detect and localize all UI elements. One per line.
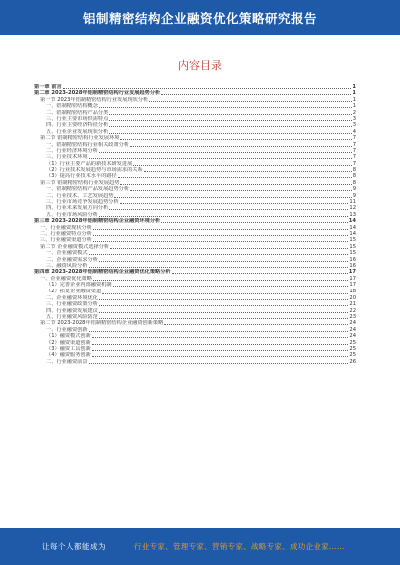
toc-entry-page: 25 bbox=[349, 352, 356, 359]
toc-entry-page: 7 bbox=[352, 154, 356, 161]
toc-entry-page: 14 bbox=[349, 224, 356, 231]
toc-entry-label: 一、铝制精密结构行业相关政策分析 bbox=[46, 141, 130, 148]
footer-slogan-right: 行业专家、管理专家、营销专家、战略专家、成功企业家…… bbox=[134, 542, 345, 551]
toc-entry-page: 4 bbox=[352, 128, 356, 135]
toc-entry-label: （4）融资服务创新 bbox=[46, 352, 91, 359]
toc-entry-label: 五、行业融资风险防范 bbox=[46, 314, 98, 321]
report-header-bar bbox=[0, 0, 400, 35]
toc-entry-label: 第二章 2023-2028年铝制精密结构行业发展趋势分析 bbox=[34, 90, 161, 97]
toc-entry-page: 24 bbox=[349, 333, 356, 340]
toc-entry-page: 8 bbox=[352, 167, 356, 174]
toc-dot-leader bbox=[99, 216, 349, 217]
toc-entry-page: 24 bbox=[349, 326, 356, 333]
toc-entry-page: 13 bbox=[349, 211, 356, 218]
toc-dot-leader bbox=[93, 280, 349, 281]
toc-entry-page: 15 bbox=[349, 237, 356, 244]
toc-entry-page: 1 bbox=[352, 90, 356, 97]
toc-entry-page: 3 bbox=[352, 115, 356, 122]
toc-entry-page: 9 bbox=[352, 192, 356, 199]
toc-entry-label: 二、企业融资环境优化 bbox=[46, 294, 98, 301]
toc-entry-page: 1 bbox=[352, 84, 356, 90]
toc-dot-leader bbox=[89, 158, 352, 159]
toc-entry-label: 第二节 企业融资模式选择分析 bbox=[40, 243, 110, 250]
toc-entry-label: 一、企业融资优化策略 bbox=[40, 275, 92, 282]
toc-entry-page: 26 bbox=[349, 358, 356, 365]
toc-dot-leader bbox=[92, 356, 349, 357]
toc-entry-label: 第四章 2023-2028年铝制精密结构企业融资优化策略分析 bbox=[34, 269, 171, 276]
toc-entry-label: 三、行业融资渠道分析 bbox=[40, 237, 92, 244]
toc-entry-label: 二、企业融资需求分析 bbox=[46, 256, 98, 263]
toc-dot-leader bbox=[109, 120, 351, 121]
toc-dot-leader bbox=[118, 177, 352, 178]
toc-entry-label: （1）行业主要产品的新技术研发进展 bbox=[46, 160, 133, 167]
toc-dot-leader bbox=[130, 146, 352, 147]
toc-entry-page: 8 bbox=[352, 179, 356, 186]
toc-entry-label: （2）行业技术发展趋势与市场需求的关系 bbox=[46, 167, 143, 174]
toc-dot-leader bbox=[99, 261, 349, 262]
toc-dot-leader bbox=[120, 203, 349, 204]
toc-dot-leader bbox=[133, 165, 351, 166]
toc-entry-page: 12 bbox=[349, 205, 356, 212]
toc-entry-label: 一、企业融资模式 bbox=[46, 250, 88, 257]
toc-dot-leader bbox=[164, 324, 348, 325]
toc-dot-leader bbox=[89, 363, 349, 364]
toc-entry-page: 7 bbox=[352, 147, 356, 154]
footer-slogan-left: 让每个人都能成为 bbox=[42, 542, 106, 551]
table-of-contents bbox=[34, 84, 356, 365]
toc-entry-label: 五、行业市场风险分析 bbox=[46, 211, 98, 218]
toc-entry-label: 二、铝制精密结构产品分类 bbox=[46, 109, 109, 116]
toc-entry-page: 3 bbox=[352, 122, 356, 129]
toc-entry-page: 1 bbox=[352, 103, 356, 110]
toc-entry-page: 16 bbox=[349, 256, 356, 263]
toc-entry-page: 2 bbox=[352, 109, 356, 116]
toc-entry-label: 第二节 铝制精密结构行业发展环境 bbox=[40, 135, 120, 142]
toc-entry-page: 23 bbox=[349, 314, 356, 321]
toc-dot-leader bbox=[149, 101, 351, 102]
toc-dot-leader bbox=[109, 133, 351, 134]
toc-dot-leader bbox=[109, 209, 348, 210]
toc-entry-label: 四、行业主要经济特征分析 bbox=[46, 122, 109, 129]
toc-entry-page: 7 bbox=[352, 135, 356, 142]
toc-dot-leader bbox=[113, 286, 349, 287]
toc-entry-page: 18 bbox=[349, 288, 356, 295]
toc-entry-label: 第一节 2023年铝制精密结构行业发展现状分析 bbox=[40, 96, 149, 103]
toc-dot-leader bbox=[92, 344, 349, 345]
toc-entry-page: 17 bbox=[349, 282, 356, 289]
toc-entry-label: 三、行业市场竞争发展趋势分析 bbox=[46, 199, 119, 206]
toc-entry-page: 20 bbox=[349, 294, 356, 301]
toc-entry-page: 25 bbox=[349, 346, 356, 352]
toc-dot-leader bbox=[92, 337, 349, 338]
toc-entry-page: 24 bbox=[349, 320, 356, 327]
toc-entry-label: 一、铝制精密结构概念 bbox=[46, 103, 98, 110]
toc-entry-label: 第二节 2023-2028年铝制精密结构企业融资创新策略 bbox=[40, 320, 164, 327]
toc-dot-leader bbox=[120, 184, 351, 185]
toc-entry-page: 9 bbox=[352, 186, 356, 193]
toc-dot-leader bbox=[89, 254, 349, 255]
toc-entry-page: 1 bbox=[352, 96, 356, 103]
toc-entry-page: 14 bbox=[348, 218, 356, 225]
toc-dot-leader bbox=[144, 171, 352, 172]
toc-dot-leader bbox=[89, 331, 349, 332]
toc-dot-leader bbox=[63, 88, 352, 89]
toc-entry[interactable] bbox=[34, 359, 356, 365]
toc-entry-page: 22 bbox=[349, 307, 356, 314]
toc-entry-label: （2）拓宽企业融资渠道 bbox=[46, 288, 102, 295]
toc-dot-leader bbox=[99, 312, 349, 313]
toc-entry-label: 四、行业融资发展建议 bbox=[46, 307, 98, 314]
toc-dot-leader bbox=[99, 152, 352, 153]
toc-entry-label: 第三章 2023-2028年铝制精密结构企业融资环境分析 bbox=[34, 218, 161, 225]
toc-entry-label: 三、融资风险分析 bbox=[46, 262, 88, 269]
toc-entry-label: 一、铝制精密结构产品发展趋势分析 bbox=[46, 186, 130, 193]
toc-entry-label: 第三节 铝制精密结构行业发展趋势 bbox=[40, 179, 120, 186]
toc-dot-leader bbox=[99, 305, 349, 306]
toc-entry-label: 四、行业未来发展方向分析 bbox=[46, 205, 109, 212]
toc-entry-label: 三、行业主要市场供需特点 bbox=[46, 115, 109, 122]
toc-entry-label: 三、行业技术环境 bbox=[46, 154, 88, 161]
toc-dot-leader bbox=[114, 197, 351, 198]
toc-entry-page: 16 bbox=[349, 262, 356, 269]
toc-entry-label: （3）融资工具创新 bbox=[46, 346, 91, 352]
toc-dot-leader bbox=[161, 222, 348, 223]
toc-heading: 内容目录 bbox=[178, 59, 222, 72]
toc-dot-leader bbox=[102, 293, 348, 294]
toc-dot-leader bbox=[109, 126, 351, 127]
toc-entry-label: 一、行业融资现状分析 bbox=[40, 224, 92, 231]
toc-dot-leader bbox=[109, 114, 351, 115]
toc-entry-page: 14 bbox=[349, 230, 356, 237]
toc-entry-label: 一、行业融资创新 bbox=[46, 326, 88, 333]
toc-dot-leader bbox=[99, 299, 349, 300]
toc-entry-label: （2）融资渠道创新 bbox=[46, 339, 91, 346]
toc-dot-leader bbox=[110, 248, 348, 249]
toc-dot-leader bbox=[93, 235, 349, 236]
toc-entry-label: （3）提高行业技术水平的路径 bbox=[46, 173, 117, 180]
toc-entry-page: 17 bbox=[349, 275, 356, 282]
toc-entry-label: 三、行业融资政策分析 bbox=[46, 301, 98, 308]
toc-entry-page: 21 bbox=[349, 301, 356, 308]
toc-dot-leader bbox=[92, 350, 349, 351]
toc-entry-page: 17 bbox=[348, 269, 356, 276]
toc-entry-page: 7 bbox=[352, 141, 356, 148]
toc-dot-leader bbox=[161, 94, 351, 95]
toc-entry-label: 二、行业融资前景 bbox=[46, 358, 88, 365]
toc-entry-page: 11 bbox=[349, 199, 356, 206]
toc-entry-label: （1）融资模式创新 bbox=[46, 333, 91, 340]
toc-entry-page: 25 bbox=[349, 339, 356, 346]
footer-bar bbox=[0, 528, 400, 565]
toc-entry-page: 8 bbox=[352, 173, 356, 180]
toc-dot-leader bbox=[93, 241, 349, 242]
toc-entry-page: 7 bbox=[352, 160, 356, 167]
toc-dot-leader bbox=[99, 318, 349, 319]
toc-entry-label: 二、行业经济环境分析 bbox=[46, 147, 98, 154]
toc-entry-page: 15 bbox=[349, 243, 356, 250]
toc-entry-label: 第一章 前言 bbox=[34, 84, 62, 90]
toc-dot-leader bbox=[89, 267, 349, 268]
toc-entry-label: 二、行业融资特点分析 bbox=[40, 230, 92, 237]
toc-dot-leader bbox=[120, 139, 351, 140]
toc-dot-leader bbox=[172, 273, 348, 274]
toc-dot-leader bbox=[99, 107, 352, 108]
toc-entry-page: 15 bbox=[349, 250, 356, 257]
toc-dot-leader bbox=[93, 229, 349, 230]
toc-entry-label: 二、行业技术、工艺发展趋势 bbox=[46, 192, 114, 199]
toc-entry-label: （1）完善企业内部融资机制 bbox=[46, 282, 112, 289]
toc-entry-label: 五、行业企业发展现状分析 bbox=[46, 128, 109, 135]
toc-dot-leader bbox=[130, 190, 352, 191]
report-title: 铝制精密结构企业融资优化策略研究报告 bbox=[82, 11, 317, 26]
